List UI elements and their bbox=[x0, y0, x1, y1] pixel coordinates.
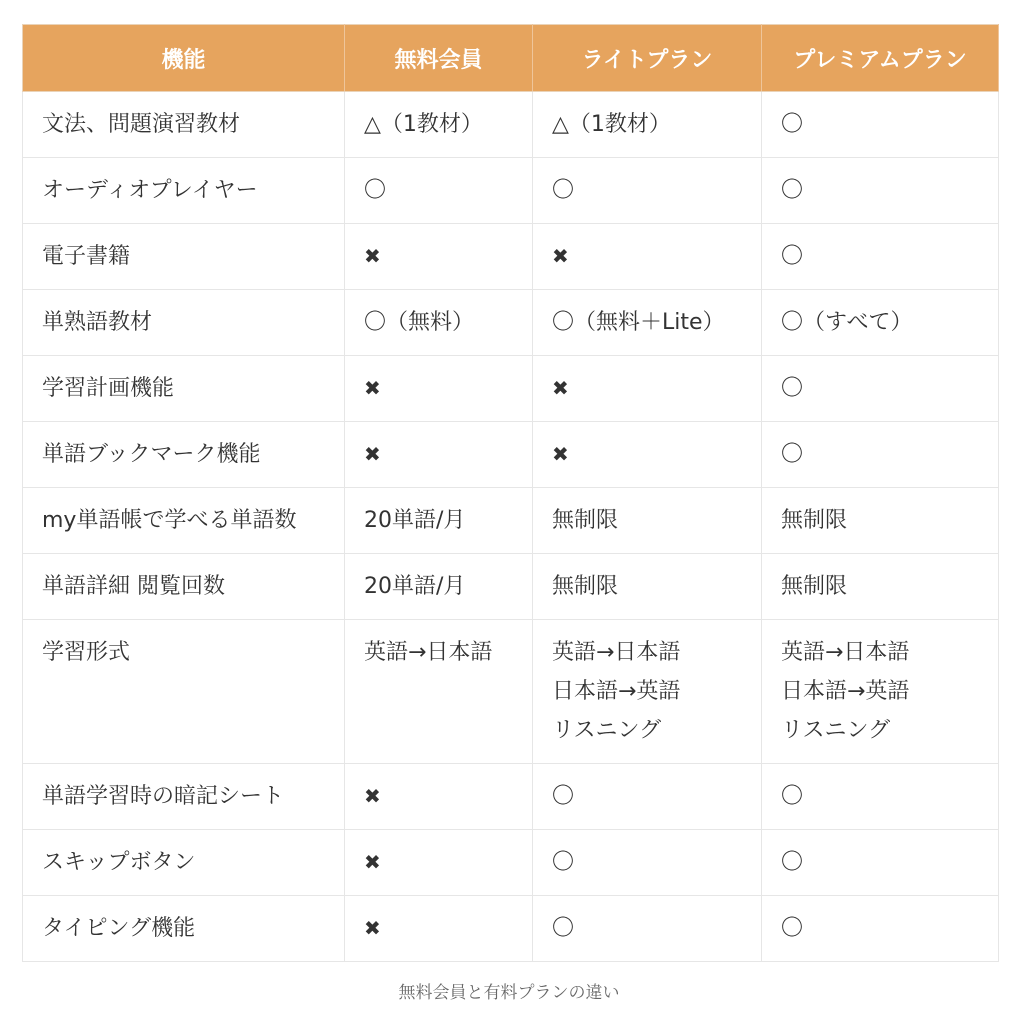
premium-cell: 無制限 bbox=[762, 488, 999, 554]
table-row bbox=[23, 896, 999, 962]
table-header bbox=[23, 25, 999, 92]
table-row bbox=[23, 554, 999, 620]
free-cell bbox=[345, 620, 533, 764]
feature-cell: 文法、問題演習教材 bbox=[23, 92, 345, 158]
cell-line: 英語→日本語 bbox=[781, 640, 910, 665]
premium-cell: 〇 bbox=[762, 896, 999, 962]
free-cell: 20単語/月 bbox=[345, 488, 533, 554]
lite-cell bbox=[533, 620, 762, 764]
feature-cell: 学習形式 bbox=[23, 620, 345, 764]
free-cell bbox=[345, 224, 533, 290]
cell-line: 日本語→英語 bbox=[552, 679, 681, 704]
cell-line: リスニング bbox=[781, 718, 891, 743]
table-row bbox=[23, 764, 999, 830]
header-lite-plan: ライトプラン bbox=[533, 25, 762, 92]
premium-cell: 〇（すべて） bbox=[762, 290, 999, 356]
cross-icon: ✖ bbox=[552, 376, 569, 400]
header-premium-plan: プレミアムプラン bbox=[762, 25, 999, 92]
table-row bbox=[23, 620, 999, 764]
feature-cell: オーディオプレイヤー bbox=[23, 158, 345, 224]
premium-cell: 〇 bbox=[762, 356, 999, 422]
feature-cell: 単語詳細 閲覧回数 bbox=[23, 554, 345, 620]
feature-cell: 電子書籍 bbox=[23, 224, 345, 290]
lite-cell bbox=[533, 224, 762, 290]
free-cell: △（1教材） bbox=[345, 92, 533, 158]
header-free-member: 無料会員 bbox=[345, 25, 533, 92]
free-cell: 〇（無料） bbox=[345, 290, 533, 356]
free-cell bbox=[345, 422, 533, 488]
cross-icon: ✖ bbox=[552, 442, 569, 466]
premium-cell: 〇 bbox=[762, 830, 999, 896]
table-row bbox=[23, 356, 999, 422]
cell-line: 日本語→英語 bbox=[781, 679, 910, 704]
free-cell bbox=[345, 830, 533, 896]
free-cell bbox=[345, 764, 533, 830]
lite-cell: 〇 bbox=[533, 896, 762, 962]
premium-cell: 無制限 bbox=[762, 554, 999, 620]
cell-line: 英語→日本語 bbox=[364, 640, 493, 665]
feature-cell: スキップボタン bbox=[23, 830, 345, 896]
table-row bbox=[23, 290, 999, 356]
cell-line: 英語→日本語 bbox=[552, 640, 681, 665]
table-body bbox=[23, 92, 999, 962]
lite-cell: 無制限 bbox=[533, 488, 762, 554]
premium-cell: 〇 bbox=[762, 158, 999, 224]
table-row bbox=[23, 830, 999, 896]
premium-cell bbox=[762, 620, 999, 764]
free-cell bbox=[345, 356, 533, 422]
cross-icon: ✖ bbox=[364, 784, 381, 808]
free-cell: 〇 bbox=[345, 158, 533, 224]
premium-cell: 〇 bbox=[762, 764, 999, 830]
cross-icon: ✖ bbox=[364, 442, 381, 466]
table-row bbox=[23, 224, 999, 290]
cell-line: リスニング bbox=[552, 718, 662, 743]
premium-cell: 〇 bbox=[762, 422, 999, 488]
table-row bbox=[23, 158, 999, 224]
feature-cell: タイピング機能 bbox=[23, 896, 345, 962]
comparison-table-container bbox=[22, 24, 998, 962]
lite-cell: 〇 bbox=[533, 764, 762, 830]
cross-icon: ✖ bbox=[364, 850, 381, 874]
cross-icon: ✖ bbox=[364, 244, 381, 268]
feature-cell: 学習計画機能 bbox=[23, 356, 345, 422]
lite-cell: 〇（無料＋Lite） bbox=[533, 290, 762, 356]
header-feature: 機能 bbox=[23, 25, 345, 92]
lite-cell bbox=[533, 422, 762, 488]
table-caption: 無料会員と有料プランの違い bbox=[398, 983, 620, 1003]
free-cell bbox=[345, 896, 533, 962]
premium-cell: 〇 bbox=[762, 92, 999, 158]
lite-cell: 〇 bbox=[533, 158, 762, 224]
free-cell: 20単語/月 bbox=[345, 554, 533, 620]
lite-cell: 〇 bbox=[533, 830, 762, 896]
feature-cell: 単語学習時の暗記シート bbox=[23, 764, 345, 830]
cross-icon: ✖ bbox=[364, 376, 381, 400]
table-row bbox=[23, 488, 999, 554]
lite-cell: 無制限 bbox=[533, 554, 762, 620]
feature-cell: my単語帳で学べる単語数 bbox=[23, 488, 345, 554]
cross-icon: ✖ bbox=[364, 916, 381, 940]
feature-cell: 単語ブックマーク機能 bbox=[23, 422, 345, 488]
header-row bbox=[23, 25, 999, 92]
cross-icon: ✖ bbox=[552, 244, 569, 268]
plan-comparison-table bbox=[22, 24, 999, 962]
lite-cell bbox=[533, 356, 762, 422]
feature-cell: 単熟語教材 bbox=[23, 290, 345, 356]
table-row bbox=[23, 92, 999, 158]
table-row bbox=[23, 422, 999, 488]
lite-cell: △（1教材） bbox=[533, 92, 762, 158]
premium-cell: 〇 bbox=[762, 224, 999, 290]
